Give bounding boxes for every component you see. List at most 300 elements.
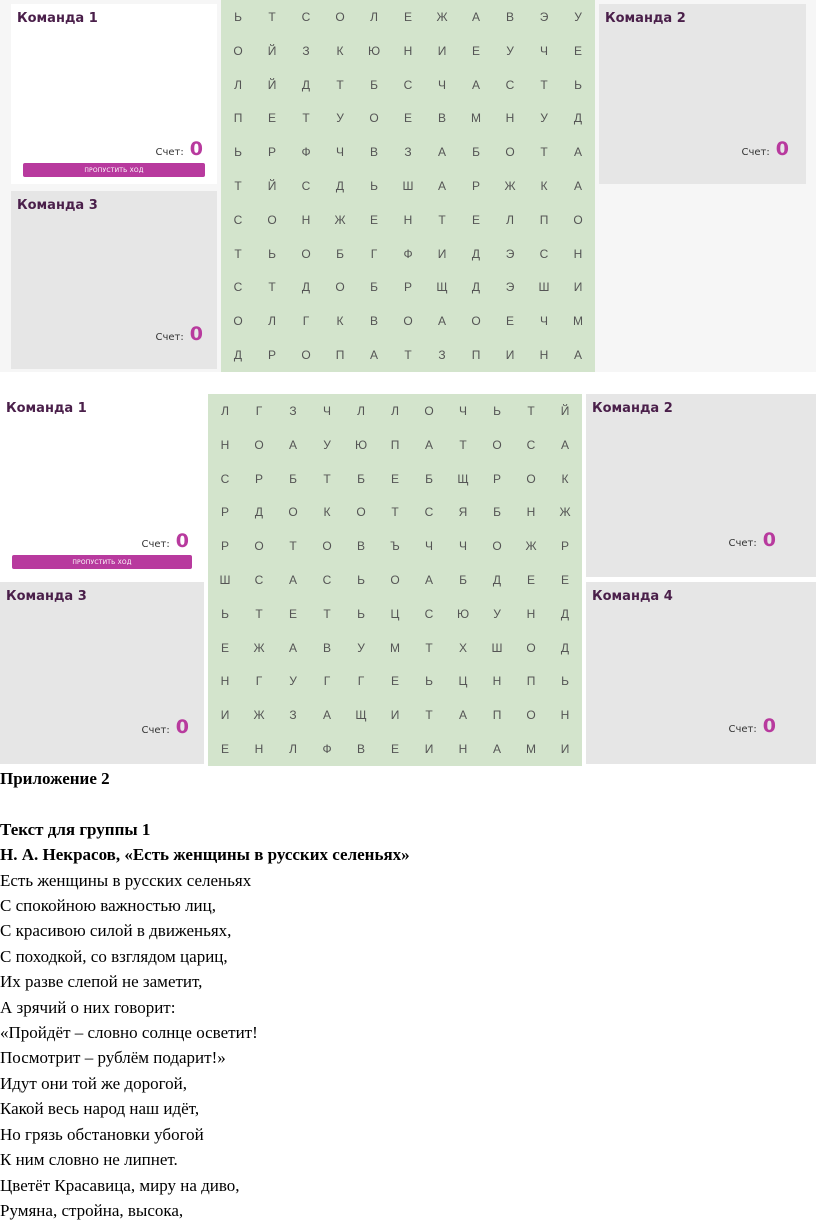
team-name: Команда 1 (17, 11, 98, 26)
letter-cell[interactable]: Т (255, 606, 263, 621)
letter-cell[interactable]: Е (369, 212, 378, 227)
letter-cell[interactable]: Р (267, 145, 276, 160)
poem-line: А зрячий о них говорит: (0, 997, 176, 1017)
letter-cell[interactable]: К (540, 178, 548, 193)
letter-cell[interactable]: Щ (436, 280, 448, 295)
letter-cell[interactable]: Ш (402, 178, 414, 193)
letter-cell[interactable]: Р (471, 178, 480, 193)
blank-line (0, 791, 816, 816)
letter-cell[interactable]: Ж (334, 212, 346, 227)
letter-cell[interactable]: У (336, 111, 344, 126)
letter-cell[interactable]: Е (220, 742, 229, 757)
letter-cell[interactable]: Н (403, 43, 413, 58)
game-board-1 (0, 0, 816, 372)
letter-cell[interactable]: А (573, 348, 582, 363)
letter-cell[interactable]: А (560, 437, 569, 452)
letter-cell[interactable]: Д (254, 505, 264, 520)
letter-cell[interactable]: А (492, 742, 501, 757)
letter-cell[interactable]: Л (221, 403, 229, 418)
team-score (742, 138, 789, 160)
letter-cell[interactable]: Ь (221, 606, 229, 621)
score-value: 0 (175, 530, 189, 552)
letter-cell[interactable]: С (505, 77, 515, 92)
letter-cell[interactable]: А (288, 572, 297, 587)
letter-cell[interactable]: О (526, 471, 536, 486)
document-text (0, 766, 816, 1223)
letter-cell[interactable]: Р (267, 348, 276, 363)
letter-cell[interactable]: Р (492, 471, 501, 486)
letter-cell[interactable]: Г (357, 674, 365, 689)
letter-cell[interactable]: Т (323, 471, 331, 486)
team-score (156, 138, 203, 160)
letter-cell[interactable]: Д (560, 606, 570, 621)
letter-cell[interactable]: А (573, 145, 582, 160)
letter-cell[interactable]: Ь (561, 674, 569, 689)
letter-cell[interactable]: Щ (355, 708, 367, 723)
letter-cell[interactable]: Б (336, 246, 344, 261)
letter-cell[interactable]: Ж (253, 640, 265, 655)
letter-cell[interactable]: Т (268, 9, 276, 24)
letter-cell[interactable]: У (357, 640, 365, 655)
letter-cell[interactable]: Т (234, 246, 242, 261)
letter-cell[interactable]: Б (459, 572, 467, 587)
letter-cell[interactable]: У (323, 437, 331, 452)
letter-cell[interactable]: О (526, 640, 536, 655)
letter-cell[interactable]: Д (301, 77, 311, 92)
letter-cell[interactable]: Й (267, 77, 277, 92)
letter-cell[interactable]: Ю (367, 43, 381, 58)
poem-line: Посмотрит – рублём подарит!» (0, 1048, 226, 1068)
letter-cell[interactable]: Т (438, 212, 446, 227)
letter-cell[interactable]: О (301, 246, 311, 261)
letter-cell[interactable]: А (424, 572, 433, 587)
letter-cell[interactable]: М (526, 742, 536, 757)
letter-cell[interactable]: А (437, 145, 446, 160)
poem-line: Румяна, стройна, высока, (0, 1200, 184, 1220)
letter-cell[interactable]: Л (289, 742, 297, 757)
letter-cell[interactable]: Е (390, 471, 399, 486)
letter-cell[interactable]: Ц (390, 606, 400, 621)
letter-cell[interactable]: Д (233, 348, 243, 363)
letter-cell[interactable]: Ч (336, 145, 344, 160)
letter-cell[interactable]: С (539, 246, 549, 261)
letter-cell[interactable]: Ц (458, 674, 468, 689)
letter-cell[interactable]: Ь (574, 77, 582, 92)
letter-cell[interactable]: Б (370, 77, 378, 92)
letter-cell[interactable]: С (254, 572, 264, 587)
score-label: Счет: (141, 539, 170, 550)
letter-cell[interactable]: Ф (322, 742, 332, 757)
skip-turn-button[interactable]: ПРОПУСТИТЬ ХОД (12, 555, 192, 569)
letter-cell[interactable]: Р (220, 539, 229, 554)
letter-cell[interactable]: О (254, 437, 264, 452)
letter-cell[interactable]: И (424, 742, 434, 757)
score-label: Счет: (155, 147, 184, 158)
letter-cell[interactable]: Ю (456, 606, 470, 621)
letter-cell[interactable]: К (336, 43, 344, 58)
letter-cell[interactable]: И (573, 280, 583, 295)
letter-cell[interactable]: З (404, 145, 412, 160)
letter-cell[interactable]: Н (560, 708, 570, 723)
letter-cell[interactable]: И (437, 246, 447, 261)
poem-line: К ним словно не липнет. (0, 1150, 178, 1170)
letter-cell[interactable]: Ь (234, 145, 242, 160)
team-panel-1 (11, 4, 217, 184)
letter-cell[interactable]: Е (403, 111, 412, 126)
letter-cell[interactable]: О (573, 212, 583, 227)
letter-cell[interactable]: Э (505, 246, 515, 261)
letter-cell[interactable]: Е (505, 314, 514, 329)
letter-cell[interactable]: О (492, 437, 502, 452)
letter-cell[interactable]: Т (234, 178, 242, 193)
letter-cell[interactable]: Б (493, 505, 501, 520)
letter-cell[interactable]: Ж (436, 9, 448, 24)
poem-line: Но грязь обстановки убогой (0, 1124, 204, 1144)
letter-cell[interactable]: Н (526, 505, 536, 520)
letter-cell[interactable]: Ч (438, 77, 446, 92)
letter-cell[interactable]: Л (234, 77, 242, 92)
team-panel-2 (599, 4, 806, 184)
team-name: Команда 3 (17, 198, 98, 213)
letter-cell[interactable]: Т (391, 505, 399, 520)
letter-cell[interactable]: У (289, 674, 297, 689)
letter-cell[interactable]: Й (267, 178, 277, 193)
letter-cell[interactable]: З (289, 403, 297, 418)
letter-cell[interactable]: А (288, 640, 297, 655)
letter-cell[interactable]: Г (255, 674, 263, 689)
letter-cell[interactable]: О (369, 111, 379, 126)
appendix-title: Приложение 2 (0, 769, 110, 788)
letter-cell[interactable]: М (471, 111, 481, 126)
letter-cell[interactable]: Е (220, 640, 229, 655)
letter-cell[interactable]: Ш (538, 280, 550, 295)
letter-cell[interactable]: П (539, 212, 549, 227)
letter-cell[interactable]: Д (301, 280, 311, 295)
letter-cell[interactable]: А (471, 77, 480, 92)
letter-cell[interactable]: Ш (219, 572, 231, 587)
poem-line: «Пройдёт – словно солнце осветит! (0, 1023, 258, 1043)
letter-cell[interactable]: Х (458, 640, 467, 655)
letter-cell[interactable]: О (254, 539, 264, 554)
letter-cell[interactable]: Л (268, 314, 276, 329)
letter-cell[interactable]: А (424, 437, 433, 452)
score-label: Счет: (741, 147, 770, 158)
letter-cell[interactable]: Б (357, 471, 365, 486)
letter-cell[interactable]: О (233, 43, 243, 58)
letter-cell[interactable]: С (526, 437, 536, 452)
letter-cell[interactable]: А (437, 178, 446, 193)
letter-cell[interactable]: О (505, 145, 515, 160)
letter-cell[interactable]: Й (560, 403, 570, 418)
letter-cell[interactable]: А (437, 314, 446, 329)
letter-cell[interactable]: Д (560, 640, 570, 655)
letter-cell[interactable]: Р (220, 505, 229, 520)
letter-grid (208, 394, 582, 766)
team-panel-4 (586, 582, 816, 764)
team-score (729, 529, 776, 551)
letter-cell[interactable]: С (301, 178, 311, 193)
letter-cell[interactable]: О (471, 314, 481, 329)
score-label: Счет: (141, 725, 170, 736)
poem-line: Их разве слепой не заметит, (0, 972, 203, 992)
letter-cell[interactable]: А (369, 348, 378, 363)
letter-cell[interactable]: У (540, 111, 548, 126)
letter-cell[interactable]: Ф (301, 145, 311, 160)
letter-cell[interactable]: А (458, 708, 467, 723)
team-panel-1 (0, 394, 204, 577)
letter-cell[interactable]: О (356, 505, 366, 520)
letter-cell[interactable]: А (573, 178, 582, 193)
letter-cell[interactable]: О (288, 505, 298, 520)
letter-cell[interactable]: О (335, 9, 345, 24)
letter-cell[interactable]: У (574, 9, 582, 24)
poem-body (0, 868, 816, 1224)
team-name: Команда 2 (592, 401, 673, 416)
letter-cell[interactable]: О (301, 348, 311, 363)
letter-cell[interactable]: Л (506, 212, 514, 227)
poem-line: С спокойною важностью лиц, (0, 896, 216, 916)
team-panel-2 (586, 394, 816, 577)
score-label: Счет: (155, 332, 184, 343)
letter-cell[interactable]: Н (220, 437, 230, 452)
letter-cell[interactable]: С (424, 505, 434, 520)
letter-cell[interactable]: Л (391, 403, 399, 418)
letter-cell[interactable]: П (335, 348, 345, 363)
letter-cell[interactable]: Ж (525, 539, 537, 554)
letter-cell[interactable]: Т (540, 77, 548, 92)
team-name: Команда 2 (605, 11, 686, 26)
letter-cell[interactable]: Г (370, 246, 378, 261)
letter-cell[interactable]: Т (336, 77, 344, 92)
letter-cell[interactable]: Л (370, 9, 378, 24)
letter-cell[interactable]: О (233, 314, 243, 329)
letter-cell[interactable]: В (356, 742, 365, 757)
letter-cell[interactable]: Т (289, 539, 297, 554)
letter-cell[interactable]: С (233, 212, 243, 227)
letter-cell[interactable]: В (322, 640, 331, 655)
letter-cell[interactable]: О (335, 280, 345, 295)
letter-cell[interactable]: О (390, 572, 400, 587)
letter-cell[interactable]: В (369, 314, 378, 329)
letter-cell[interactable]: О (403, 314, 413, 329)
letter-cell[interactable]: Е (471, 43, 480, 58)
letter-cell[interactable]: Л (357, 403, 365, 418)
score-value: 0 (775, 138, 789, 160)
score-value: 0 (189, 138, 203, 160)
team-name: Команда 3 (6, 589, 87, 604)
letter-cell[interactable]: Ч (425, 539, 433, 554)
letter-cell[interactable]: Ь (268, 246, 276, 261)
letter-cell[interactable]: Г (323, 674, 331, 689)
letter-cell[interactable]: Р (254, 471, 263, 486)
letter-cell[interactable]: О (424, 403, 434, 418)
letter-cell[interactable]: А (288, 437, 297, 452)
poem-line: Какой весь народ наш идёт, (0, 1099, 200, 1119)
letter-cell[interactable]: Д (471, 280, 481, 295)
letter-cell[interactable]: К (336, 314, 344, 329)
letter-cell[interactable]: Е (288, 606, 297, 621)
letter-cell[interactable]: Е (403, 9, 412, 24)
letter-cell[interactable]: Ч (540, 43, 548, 58)
letter-cell[interactable]: О (267, 212, 277, 227)
letter-cell[interactable]: У (493, 606, 501, 621)
poem-line: С походкой, со взглядом цариц, (0, 946, 228, 966)
letter-cell[interactable]: И (220, 708, 230, 723)
letter-cell[interactable]: И (437, 43, 447, 58)
letter-cell[interactable]: С (301, 9, 311, 24)
letter-cell[interactable]: Д (471, 246, 481, 261)
letter-cell[interactable]: Н (492, 674, 502, 689)
poem-line: Идут они той же дорогой, (0, 1073, 187, 1093)
letter-cell[interactable]: З (302, 43, 310, 58)
letter-cell[interactable]: Е (390, 742, 399, 757)
letter-cell[interactable]: Ь (357, 606, 365, 621)
letter-cell[interactable]: З (289, 708, 297, 723)
letter-cell[interactable]: С (403, 77, 413, 92)
letter-cell[interactable]: Д (335, 178, 345, 193)
letter-cell[interactable]: М (390, 640, 400, 655)
letter-cell[interactable]: К (323, 505, 331, 520)
letter-cell[interactable]: С (233, 280, 243, 295)
letter-cell[interactable]: Ф (403, 246, 413, 261)
letter-cell[interactable]: Р (403, 280, 412, 295)
letter-cell[interactable]: Т (425, 708, 433, 723)
letter-cell[interactable]: Й (267, 43, 277, 58)
letter-cell[interactable]: Ж (253, 708, 265, 723)
letter-cell[interactable]: Ь (370, 178, 378, 193)
letter-cell[interactable]: Ч (459, 539, 467, 554)
letter-cell[interactable]: О (492, 539, 502, 554)
letter-cell[interactable]: Ч (540, 314, 548, 329)
letter-cell[interactable]: Н (403, 212, 413, 227)
score-value: 0 (189, 323, 203, 345)
letter-cell[interactable]: Ш (491, 640, 503, 655)
letter-cell[interactable]: И (505, 348, 515, 363)
letter-cell[interactable]: О (322, 539, 332, 554)
letter-cell[interactable]: Ч (459, 403, 467, 418)
letter-cell[interactable]: А (322, 708, 331, 723)
score-value: 0 (175, 716, 189, 738)
score-value: 0 (762, 715, 776, 737)
letter-cell[interactable]: Н (458, 742, 468, 757)
letter-cell[interactable]: Б (425, 471, 433, 486)
letter-cell[interactable]: Э (539, 9, 549, 24)
team-panel-3 (0, 582, 204, 764)
letter-cell[interactable]: Н (573, 246, 583, 261)
letter-cell[interactable]: Т (459, 437, 467, 452)
team-score (142, 716, 189, 738)
letter-cell[interactable]: Ь (493, 403, 501, 418)
letter-cell[interactable]: Ь (425, 674, 433, 689)
score-value: 0 (762, 529, 776, 551)
letter-cell[interactable]: Р (560, 539, 569, 554)
letter-cell[interactable]: Б (289, 471, 297, 486)
letter-cell[interactable]: П (233, 111, 243, 126)
letter-cell[interactable]: К (561, 471, 569, 486)
letter-cell[interactable]: Б (370, 280, 378, 295)
letter-cell[interactable]: П (492, 708, 502, 723)
letter-cell[interactable]: Ъ (390, 539, 400, 554)
letter-cell[interactable]: И (390, 708, 400, 723)
letter-cell[interactable]: Н (254, 742, 264, 757)
letter-cell[interactable]: Н (526, 606, 536, 621)
letter-cell[interactable]: Н (539, 348, 549, 363)
letter-cell[interactable]: Н (301, 212, 311, 227)
letter-cell[interactable]: Ж (504, 178, 516, 193)
skip-turn-button[interactable]: ПРОПУСТИТЬ ХОД (23, 163, 205, 177)
letter-cell[interactable]: О (526, 708, 536, 723)
letter-cell[interactable]: Д (492, 572, 502, 587)
letter-cell[interactable]: Щ (457, 471, 469, 486)
score-label: Счет: (728, 538, 757, 549)
letter-cell[interactable]: Е (573, 43, 582, 58)
letter-cell[interactable]: С (220, 471, 230, 486)
letter-cell[interactable]: П (390, 437, 400, 452)
letter-cell[interactable]: В (505, 9, 514, 24)
letter-cell[interactable]: В (356, 539, 365, 554)
letter-cell[interactable]: Т (540, 145, 548, 160)
letter-cell[interactable]: А (471, 9, 480, 24)
team-panel-3 (11, 191, 217, 369)
letter-cell[interactable]: Н (505, 111, 515, 126)
team-score (729, 715, 776, 737)
letter-cell[interactable]: И (560, 742, 570, 757)
team-score (142, 530, 189, 552)
team-name: Команда 1 (6, 401, 87, 416)
letter-cell[interactable]: Т (404, 348, 412, 363)
letter-cell[interactable]: Т (323, 606, 331, 621)
score-label: Счет: (728, 724, 757, 735)
letter-cell[interactable]: Ч (323, 403, 331, 418)
letter-cell[interactable]: Ь (357, 572, 365, 587)
poem-title: Н. А. Некрасов, «Есть женщины в русских селеньях» (0, 845, 410, 865)
letter-cell[interactable]: П (471, 348, 481, 363)
letter-cell[interactable]: С (424, 606, 434, 621)
letter-cell[interactable]: Г (255, 403, 263, 418)
letter-cell[interactable]: П (526, 674, 536, 689)
letter-cell[interactable]: Я (458, 505, 468, 520)
letter-cell[interactable]: Ь (234, 9, 242, 24)
letter-cell[interactable]: Е (267, 111, 276, 126)
poem-line: Есть женщины в русских селеньях (0, 870, 252, 890)
letter-grid (221, 0, 595, 372)
letter-cell[interactable]: Т (268, 280, 276, 295)
letter-cell[interactable]: М (573, 314, 583, 329)
letter-cell[interactable]: Т (425, 640, 433, 655)
letter-cell[interactable]: С (322, 572, 332, 587)
letter-cell[interactable]: З (438, 348, 446, 363)
letter-cell[interactable]: Е (560, 572, 569, 587)
letter-cell[interactable]: Э (505, 280, 515, 295)
letter-cell[interactable]: Е (390, 674, 399, 689)
letter-cell[interactable]: Т (302, 111, 310, 126)
letter-cell[interactable]: Б (472, 145, 480, 160)
poem-line: С красивою силой в движеньях, (0, 921, 232, 941)
letter-cell[interactable]: Д (573, 111, 583, 126)
letter-cell[interactable]: Г (302, 314, 310, 329)
letter-cell[interactable]: Н (220, 674, 230, 689)
letter-cell[interactable]: Ж (559, 505, 571, 520)
letter-cell[interactable]: Ю (354, 437, 368, 452)
letter-cell[interactable]: Е (471, 212, 480, 227)
letter-cell[interactable]: В (369, 145, 378, 160)
letter-cell[interactable]: У (506, 43, 514, 58)
letter-cell[interactable]: Е (526, 572, 535, 587)
letter-cell[interactable]: Т (527, 403, 535, 418)
letter-cell[interactable]: В (437, 111, 446, 126)
group-title: Текст для группы 1 (0, 819, 151, 839)
team-name: Команда 4 (592, 589, 673, 604)
